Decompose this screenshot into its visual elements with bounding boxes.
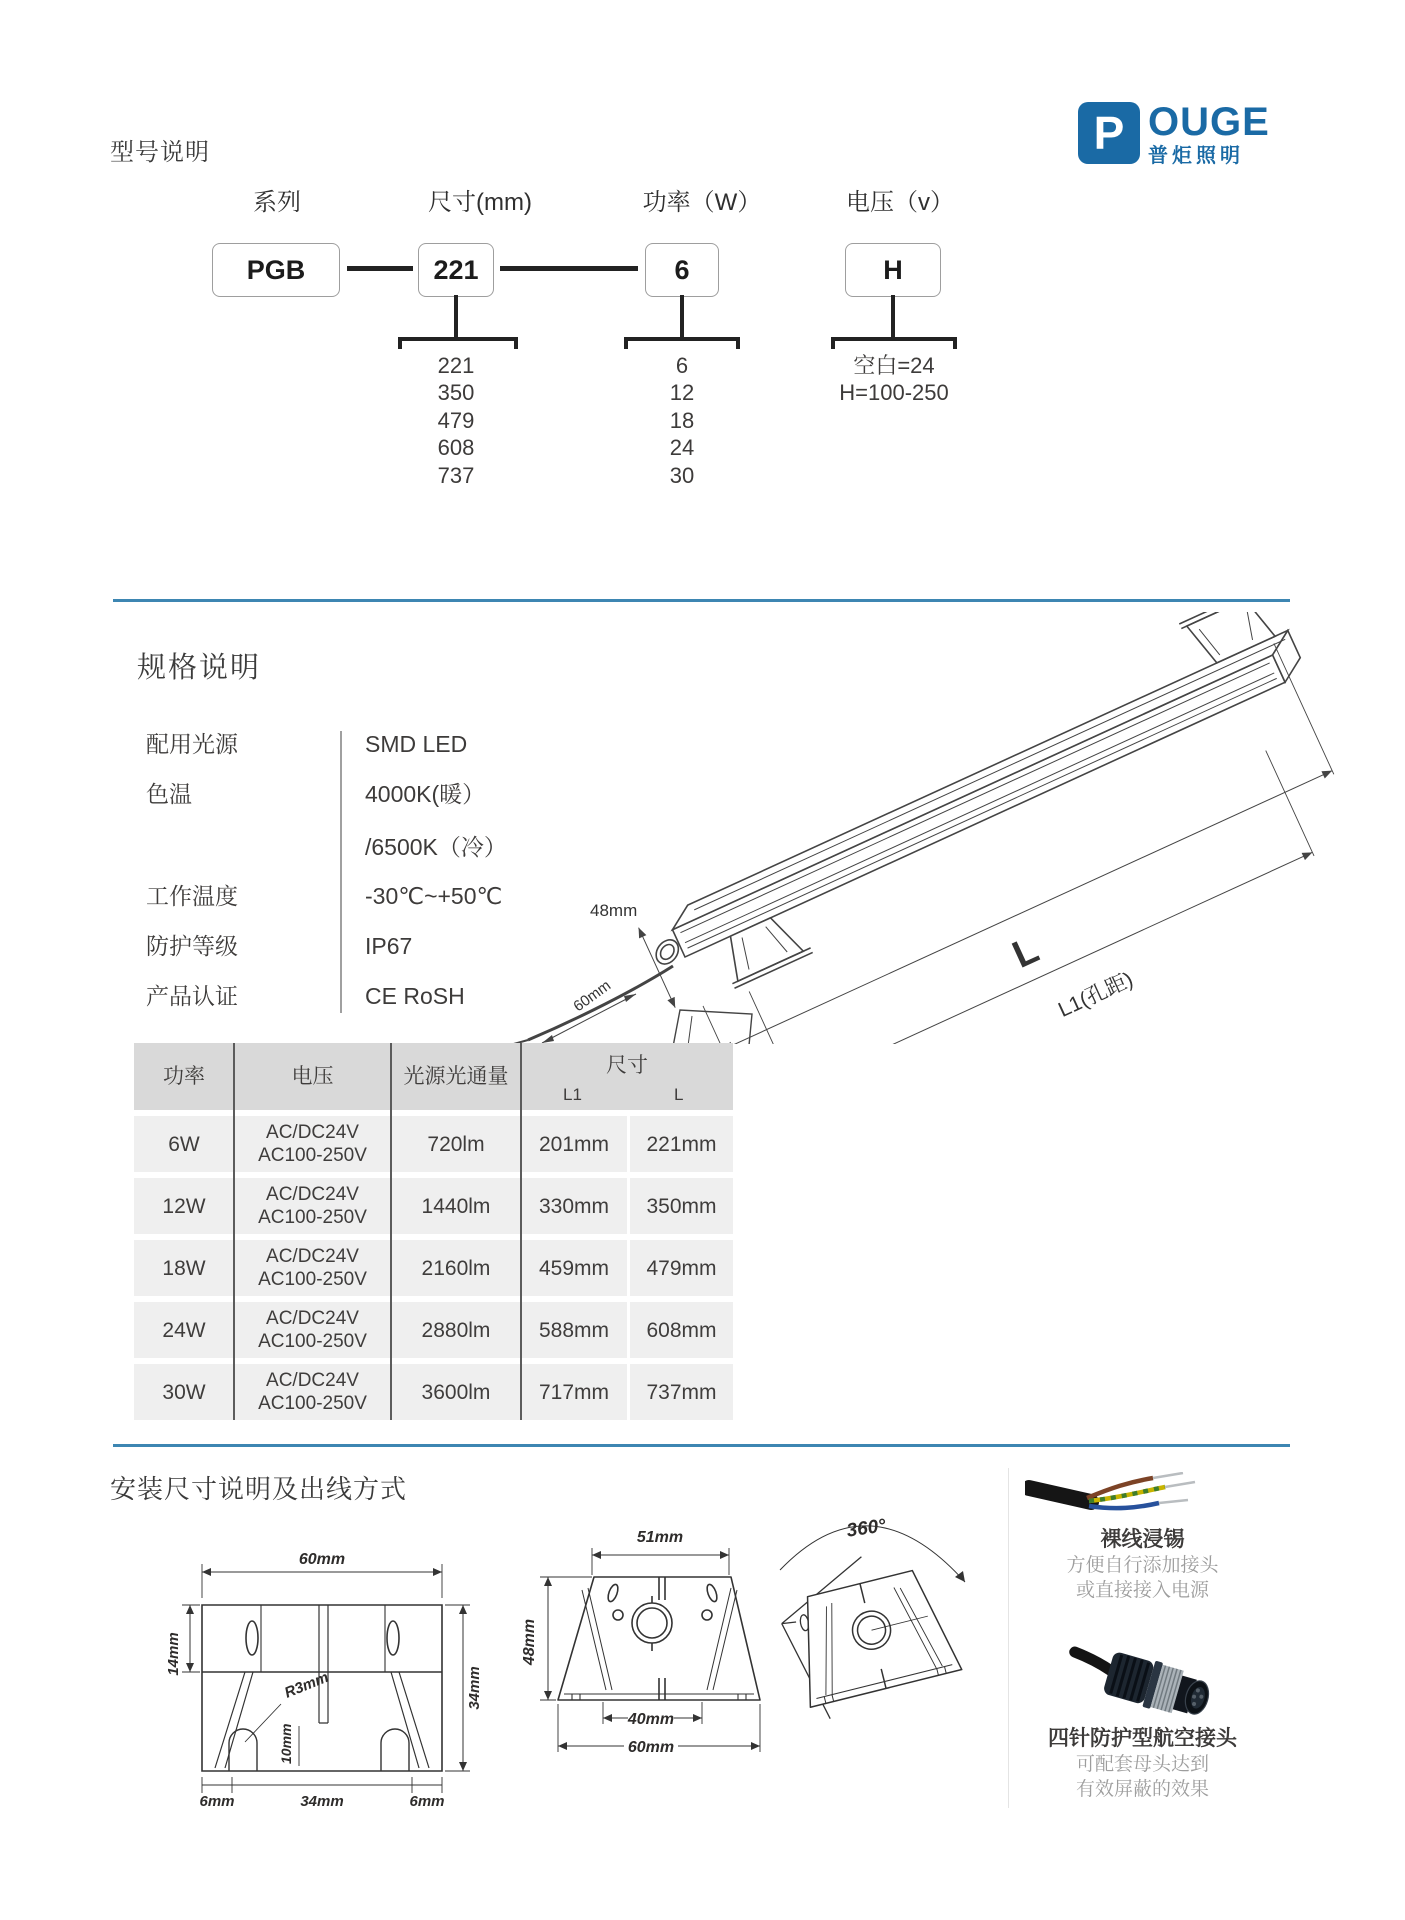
- cell-l1: 201mm: [521, 1116, 627, 1172]
- side-left-dim: 48mm: [521, 1618, 538, 1666]
- model-col-header-size: 尺寸(mm): [428, 189, 532, 216]
- logo-p-icon: [1078, 102, 1140, 164]
- table-header-row: [134, 1043, 733, 1110]
- voltage-line1: AC/DC24V: [266, 1246, 359, 1267]
- power-option: 30: [669, 462, 695, 488]
- side-top-dim: 51mm: [636, 1529, 684, 1546]
- side-bottom-outer-dim: 60mm: [627, 1739, 675, 1756]
- cell-power: 30W: [134, 1364, 234, 1420]
- model-code-power: 6: [645, 243, 719, 297]
- voltage-options: [814, 352, 974, 407]
- spec-divider-line: [340, 731, 342, 1013]
- bracket-line: [624, 337, 740, 349]
- front-left-dim: 14mm: [165, 1632, 182, 1676]
- voltage-option: 空白=24: [853, 353, 935, 378]
- size-option: 221: [437, 353, 475, 378]
- spec-table: [134, 1043, 733, 1420]
- logo: [1078, 102, 1270, 166]
- spec-label: 工作温度: [146, 883, 238, 909]
- table-row: [134, 1116, 733, 1172]
- spec-label: 防护等级: [146, 933, 238, 959]
- logo-wordmark: OUGE: [1148, 100, 1270, 144]
- model-code-series: PGB: [212, 243, 340, 297]
- voltage-line1: AC/DC24V: [266, 1122, 359, 1143]
- size-option: 608: [437, 435, 475, 461]
- cell-voltage: [234, 1364, 391, 1420]
- power-option: 12: [669, 380, 695, 406]
- cell-power: 24W: [134, 1302, 234, 1358]
- table-row: [134, 1178, 733, 1234]
- bare-wire-caption: [1020, 1527, 1265, 1603]
- cell-voltage: [234, 1116, 391, 1172]
- cell-l: 608mm: [627, 1302, 733, 1358]
- connector-line2: 有效屏蔽的效果: [1075, 1779, 1209, 1800]
- rotate-angle-label: 360°: [845, 1515, 888, 1542]
- table-row: [134, 1302, 733, 1358]
- front-bottom-right-dim: 6mm: [409, 1793, 445, 1808]
- size-options: [396, 352, 516, 489]
- column-separator: [520, 1043, 522, 1420]
- cell-l: 479mm: [627, 1240, 733, 1296]
- section-divider: [113, 1444, 1290, 1447]
- cell-l: 221mm: [627, 1116, 733, 1172]
- side-bottom-inner-dim: 40mm: [627, 1711, 675, 1728]
- cell-voltage: [234, 1178, 391, 1234]
- spec-label: 产品认证: [146, 983, 238, 1009]
- front-bottom-left-dim: 6mm: [199, 1793, 235, 1808]
- model-col-header-power: 功率（W）: [642, 189, 762, 216]
- stem-line: [454, 295, 458, 337]
- header-sub-l: L: [674, 1085, 684, 1104]
- model-code-voltage: H: [845, 243, 941, 297]
- spec-value: SMD LED: [365, 731, 468, 757]
- front-top-dim: 60mm: [298, 1551, 346, 1568]
- voltage-line2: AC100-250V: [258, 1145, 367, 1166]
- header-sub-l1: L1: [563, 1085, 582, 1104]
- table-row: [134, 1240, 733, 1296]
- voltage-line2: AC100-250V: [258, 1393, 367, 1414]
- front-slot-dim: 10mm: [278, 1723, 294, 1764]
- cell-flux: 2160lm: [391, 1240, 521, 1296]
- cell-power: 12W: [134, 1178, 234, 1234]
- connector-title: 四针防护型航空接头: [1048, 1727, 1237, 1750]
- voltage-line2: AC100-250V: [258, 1207, 367, 1228]
- cell-power: 6W: [134, 1116, 234, 1172]
- connector-line1: 可配套母头达到: [1075, 1754, 1209, 1775]
- spec-value: CE RoSH: [365, 983, 465, 1009]
- bare-wire-photo: [1025, 1472, 1210, 1534]
- bracket-line: [398, 337, 518, 349]
- spec-value: /6500K（冷）: [365, 834, 507, 860]
- install-column-divider: [1008, 1468, 1009, 1808]
- front-right-dim: 34mm: [466, 1666, 483, 1710]
- header-flux: 光源光通量: [391, 1043, 521, 1110]
- logo-initial: P: [1093, 107, 1125, 159]
- model-col-header-voltage: 电压（v）: [846, 189, 954, 216]
- header-power: 功率: [134, 1043, 234, 1110]
- column-separator: [390, 1043, 392, 1420]
- iso-bar-group: [510, 612, 1397, 1044]
- spec-value: -30℃~+50℃: [365, 883, 503, 909]
- model-col-header-series: 系列: [253, 189, 301, 216]
- voltage-line1: AC/DC24V: [266, 1184, 359, 1205]
- header-size: [521, 1043, 733, 1110]
- bare-wire-line2: 或直接接入电源: [1075, 1580, 1209, 1601]
- rotate-view-drawing: [755, 1508, 985, 1728]
- aviation-connector-photo: [1068, 1640, 1218, 1725]
- section-divider: [113, 599, 1290, 602]
- model-section-title: 型号说明: [110, 139, 210, 166]
- spec-label: 色温: [146, 781, 192, 807]
- power-option: 6: [675, 353, 689, 378]
- column-separator: [233, 1043, 235, 1420]
- connector-caption: [1010, 1726, 1275, 1802]
- cell-l1: 588mm: [521, 1302, 627, 1358]
- power-option: 18: [669, 407, 695, 433]
- size-option: 479: [437, 407, 475, 433]
- stem-line: [680, 295, 684, 337]
- install-section-title: 安装尺寸说明及出线方式: [110, 1474, 408, 1504]
- cell-flux: 720lm: [391, 1116, 521, 1172]
- power-option: 24: [669, 435, 695, 461]
- header-voltage: 电压: [234, 1043, 391, 1110]
- voltage-line2: AC100-250V: [258, 1331, 367, 1352]
- power-options: [622, 352, 742, 489]
- voltage-line1: AC/DC24V: [266, 1370, 359, 1391]
- spec-section-title: 规格说明: [137, 652, 262, 684]
- cell-l1: 330mm: [521, 1178, 627, 1234]
- cell-l: 350mm: [627, 1178, 733, 1234]
- connector-line: [500, 266, 638, 271]
- cell-voltage: [234, 1240, 391, 1296]
- depth-dim-label: 60mm: [570, 976, 615, 1016]
- length-dim-label: L: [1006, 928, 1046, 977]
- spec-value: 4000K(暖）: [365, 781, 486, 807]
- front-view-drawing: [165, 1546, 485, 1808]
- size-option: 350: [437, 380, 475, 406]
- cell-flux: 3600lm: [391, 1364, 521, 1420]
- bare-wire-line1: 方便自行添加接头: [1066, 1555, 1219, 1576]
- cell-l1: 459mm: [521, 1240, 627, 1296]
- connector-line: [347, 266, 413, 271]
- front-bottom-center-dim: 34mm: [300, 1793, 344, 1808]
- logo-subtitle: 普炬照明: [1148, 145, 1244, 167]
- side-view-drawing: [520, 1520, 780, 1770]
- cell-flux: 1440lm: [391, 1178, 521, 1234]
- front-radius-dim: R3mm: [282, 1668, 332, 1702]
- cell-power: 18W: [134, 1240, 234, 1296]
- product-isometric-drawing: [430, 612, 1405, 1044]
- size-option: 737: [437, 462, 475, 488]
- cell-flux: 2880lm: [391, 1302, 521, 1358]
- voltage-line1: AC/DC24V: [266, 1308, 359, 1329]
- cell-voltage: [234, 1302, 391, 1358]
- bracket-line: [831, 337, 957, 349]
- stem-line: [891, 295, 895, 337]
- bare-wire-title: 裸线浸锡: [1100, 1528, 1185, 1551]
- cell-l1: 717mm: [521, 1364, 627, 1420]
- voltage-line2: AC100-250V: [258, 1269, 367, 1290]
- hole-dim-label: L1(孔距): [1054, 967, 1137, 1022]
- model-code-size: 221: [418, 243, 494, 297]
- spec-value: IP67: [365, 933, 413, 959]
- cell-l: 737mm: [627, 1364, 733, 1420]
- table-row: [134, 1364, 733, 1420]
- voltage-option: H=100-250: [839, 380, 949, 406]
- spec-label: 配用光源: [146, 731, 238, 757]
- header-size-label: 尺寸: [606, 1054, 648, 1077]
- height-dim-label: 48mm: [590, 901, 638, 920]
